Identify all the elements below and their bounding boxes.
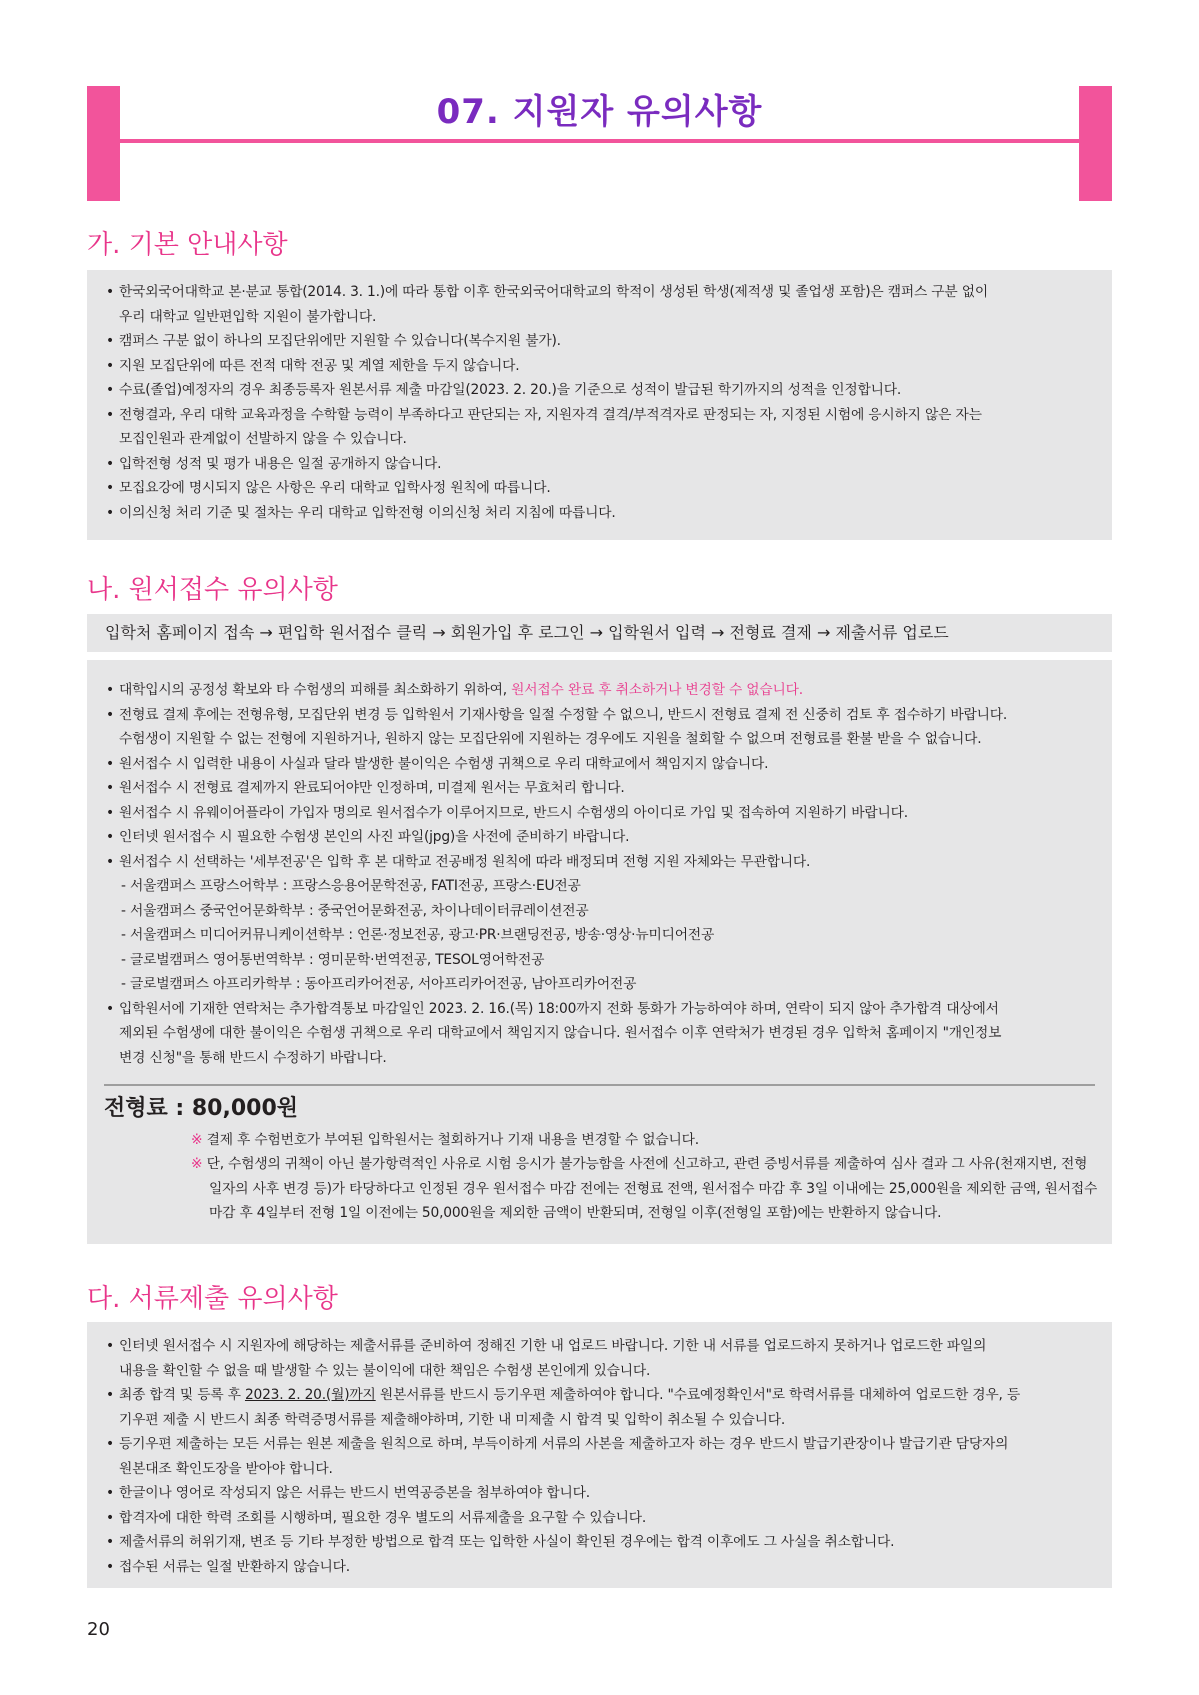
fee-divider [104,1084,1095,1086]
section-c-heading: 다. 서류제출 유의사항 [87,1284,338,1314]
page-title: 07. 지원자 유의사항 [436,92,763,132]
list-item: • 한글이나 영어로 작성되지 않은 서류는 반드시 번역공증본을 첨부하여야 합니다. [87,1481,1112,1506]
list-item: • 전형료 결제 후에는 전형유형, 모집단위 변경 등 입학원서 기재사항을 일절 수정할 수 없으니, 반드시 전형료 결제 전 신중히 검토 후 접수하기 바랍니다. [87,703,1112,728]
section-b-list [87,678,1112,703]
list-item: • 인터넷 원서접수 시 필요한 수험생 본인의 사진 파일(jpg)을 사전에 준비하기 바랍니다. [87,825,1112,850]
list-item-continuation: 기우편 제출 시 반드시 최종 학력증명서류를 제출해야하며, 기한 내 미제출 시 합격 및 입학이 취소될 수 있습니다. [119,1411,786,1428]
list-item-continuation: 변경 신청"을 통해 반드시 수정하기 바랍니다. [119,1049,387,1066]
list-item: • 인터넷 원서접수 시 지원자에 해당하는 제출서류를 준비하여 정해진 기한 내 업로드 바랍니다. 기한 내 서류를 업로드하지 못하거나 업로드한 파일의 [87,1334,1112,1359]
list-item: • 합격자에 대한 학력 조회를 시행하며, 필요한 경우 별도의 서류제출을 요구할 수 있습니다. [87,1506,1112,1531]
list-item-continuation: 제외된 수험생에 대한 불이익은 수험생 귀책으로 우리 대학교에서 책임지지 않습니다. 원서접수 이후 연락처가 변경된 경우 입학처 홈페이지 "개인정보 [119,1025,1002,1041]
header-right-bar [1079,86,1112,201]
section-c-list-rest [87,1432,1112,1579]
list-item-continuation: 원본대조 확인도장을 받아야 합니다. [119,1460,333,1477]
major-sub-item: - 글로벌캠퍼스 영어통번역학부 : 영미문학·번역전공, TESOL영어학전공 [121,951,545,968]
list-item: • 대학입시의 공정성 확보와 타 수험생의 피해를 최소화하기 위하여, 원서접수 완료 후 취소하거나 변경할 수 없습니다. [87,678,1112,703]
highlight-text: 원서접수 완료 후 취소하거나 변경할 수 없습니다. [511,682,803,698]
fee-note-1: ※ 결제 후 수험번호가 부여된 입학원서는 철회하거나 기재 내용을 변경할 수 없습니다. [191,1132,699,1148]
major-sub-item: - 글로벌캠퍼스 아프리카학부 : 동아프리카어전공, 서아프리카어전공, 남아프리카어전공 [121,976,637,992]
list-item: • 접수된 서류는 일절 반환하지 않습니다. [87,1555,1112,1580]
list-item: • 지원 모집단위에 따른 전적 대학 전공 및 계열 제한을 두지 않습니다. [87,354,1112,379]
section-c-box [87,1322,1112,1588]
major-sub-item: - 서울캠퍼스 프랑스어학부 : 프랑스응용어문학전공, FATI전공, 프랑스·EU전공 [121,878,581,894]
section-c-list-deadline [87,1383,1112,1432]
list-item: • 등기우편 제출하는 모든 서류는 원본 제출을 원칙으로 하며, 부득이하게 서류의 사본을 제출하고자 하는 경우 반드시 발급기관장이나 발급기관 담당자의 [87,1432,1112,1457]
list-item: • 제출서류의 허위기재, 변조 등 기타 부정한 방법으로 합격 또는 입학한 사실이 확인된 경우에는 합격 이후에도 그 사실을 취소합니다. [87,1530,1112,1555]
fee-title: 전형료 : 80,000원 [104,1096,299,1121]
contact-item-list [87,997,1112,1071]
list-item: • 최종 합격 및 등록 후 2023. 2. 20.(월)까지 원본서류를 반드시 등기우편 제출하여야 합니다. "수료예정확인서"로 학력서류를 대체하여 업로드한 경우, 등 [87,1383,1112,1408]
list-item-continuation: 우리 대학교 일반편입학 지원이 불가합니다. [119,308,377,325]
list-item-continuation: 모집인원과 관계없이 선발하지 않을 수 있습니다. [119,431,407,447]
list-item-continuation: 내용을 확인할 수 없을 때 발생할 수 있는 불이익에 대한 책임은 수험생 본인에게 있습니다. [119,1362,651,1379]
list-item: • 한국외국어대학교 본·분교 통합(2014. 3. 1.)에 따라 통합 이후 한국외국어대학교의 학적이 생성된 학생(제적생 및 졸업생 포함)은 캠퍼스 구분 없이 [87,280,1112,305]
deadline-date: 2023. 2. 20.(월)까지 [244,1387,376,1403]
list-item: • 전형결과, 우리 대학 교육과정을 수학할 능력이 부족하다고 판단되는 자, 지원자격 결격/부적격자로 판정되는 자, 지정된 시험에 응시하지 않은 자는 [87,403,1112,428]
list-item: • 입학전형 성적 및 평가 내용은 일절 공개하지 않습니다. [87,452,1112,477]
page-number: 20 [87,1619,110,1640]
list-item: • 이의신청 처리 기준 및 절차는 우리 대학교 입학전형 이의신청 처리 지침에 따릅니다. [87,501,1112,526]
list-item: • 입학원서에 기재한 연락처는 추가합격통보 마감일인 2023. 2. 16.(목) 18:00까지 전화 통화가 가능하여야 하며, 연락이 되지 않아 추가합격 대상에서 [87,997,1112,1022]
list-item: • 원서접수 시 선택하는 '세부전공'은 입학 후 본 대학교 전공배정 원칙에 따라 배정되며 전형 지원 자체와는 무관합니다. [87,850,1112,875]
section-a-heading: 가. 기본 안내사항 [87,230,288,260]
note-mark: ※ [191,1156,203,1172]
header-left-bar [87,86,120,201]
major-sub-item: - 서울캠퍼스 중국언어문화학부 : 중국언어문화전공, 차이나데이터큐레이션전공 [121,902,589,919]
header-underline [120,139,1079,143]
section-b-list-rest [87,703,1112,875]
list-item: • 원서접수 시 전형료 결제까지 완료되어야만 인정하며, 미결제 원서는 무효처리 합니다. [87,776,1112,801]
section-a-list [87,280,1112,525]
list-item: • 수료(졸업)예정자의 경우 최종등록자 원본서류 제출 마감일(2023. 2. 20.)을 기준으로 성적이 발급된 학기까지의 성적을 인정합니다. [87,378,1112,403]
list-item-continuation: 수험생이 지원할 수 없는 전형에 지원하거나, 원하지 않는 모집단위에 지원하는 경우에도 지원을 철회할 수 없으며 전형료를 환불 받을 수 없습니다. [119,731,982,747]
section-b-heading: 나. 원서접수 유의사항 [87,575,338,605]
note-mark: ※ [191,1132,203,1148]
major-sub-list [87,874,1112,997]
section-c-list-first [87,1334,1112,1383]
list-item: • 캠퍼스 구분 없이 하나의 모집단위에만 지원할 수 있습니다(복수지원 불가). [87,329,1112,354]
list-item: • 원서접수 시 유웨이어플라이 가입자 명의로 원서접수가 이루어지므로, 반드시 수험생의 아이디로 가입 및 접속하여 지원하기 바랍니다. [87,801,1112,826]
list-item: • 원서접수 시 입력한 내용이 사실과 달라 발생한 불이익은 수험생 귀책으로 우리 대학교에서 책임지지 않습니다. [87,752,1112,777]
list-item: • 모집요강에 명시되지 않은 사항은 우리 대학교 입학사정 원칙에 따릅니다. [87,476,1112,501]
application-steps: 입학처 홈페이지 접속 → 편입학 원서접수 클릭 → 회원가입 후 로그인 → 입학원서 입력 → 전형료 결제 → 제출서류 업로드 [87,614,1112,652]
section-a-box [87,270,1112,540]
fee-note-2: ※ 단, 수험생의 귀책이 아닌 불가항력적인 사유로 시험 응시가 불가능함을 사전에 신고하고, 관련 증빙서류를 제출하여 심사 결과 그 사유(천재지변, 전형 일자의 사후 변경 등)가 타당하다고 인정된 경우 원서접수 마감 전에는 전형료 전액, 원서접수 마감 후 3일 이내에는 25,000원을 제외한 금액, 원서접수 마감 후 4일부터 전형 1일 이전에는 50,000원을 제외한 금액이 반환되며, 전형일 이후(전형일 포함)에는 반환하지 않습니다. [191,1156,1098,1221]
major-sub-item: - 서울캠퍼스 미디어커뮤니케이션학부 : 언론·정보전공, 광고·PR·브랜딩전공, 방송·영상·뉴미디어전공 [121,927,715,943]
